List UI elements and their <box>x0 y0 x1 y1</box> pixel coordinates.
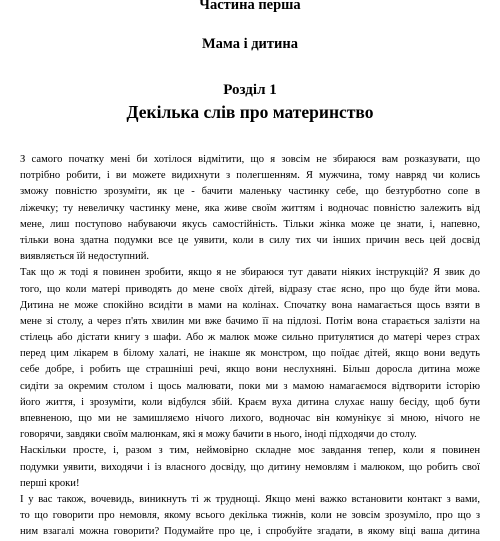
text-line: того, що коли матері приводять до мене своїх дітей, відразу стає ясно, про що буде йти мова. <box>20 283 480 295</box>
text-line: подумки уявити, виходячи і із власного досвіду, що дитину немовлям і малюком, що робить свої <box>20 461 480 473</box>
text-line: його життя, і зрозуміти, коли відбулся збій. Краєм вуха дитина слухає нашу бесіду, щоб бути <box>20 396 480 408</box>
text-line: З самого початку мені би хотілося відмітити, що я зовсім не збираюся вам розказувати, що <box>20 154 480 165</box>
text-line: ліжечку; ту невеличку частинку мене, яка живе своїм життям і водночас повністю залежить від <box>20 202 480 214</box>
text-line: себе добре, і робить ще страшніші речі, якщо вони неслухняні. Більш доросла дитина може <box>20 364 480 376</box>
text-line: І у вас також, вочевидь, виникнуть ті ж труднощі. Якщо мені важко встановити контакт з вами, <box>20 493 480 505</box>
text-line: то що говорити про немовля, якому всього декілька тижнів, коли не зовсім зрозуміло, про що з <box>20 510 480 522</box>
text-line: Наскільки просте, і, разом з тим, неймовірно складне моє завдання тепер, коли я повинен <box>20 445 480 457</box>
text-line: зможу повністю зрозуміти, як це - бачити маленьку частинку себе, що безтурботно сопе в <box>20 186 480 198</box>
text-line: ним взагалі можна говорити? Подумайте про це, і спробуйте згадати, в якому віці ваша дитина <box>20 526 480 538</box>
body-text <box>20 152 480 541</box>
text-line: Так що ж тодi я повинен зробити, якщо я не збираюся тут давати ніяких інструкцій? Я звик до <box>20 267 480 279</box>
text-line: стілець або дістати книгу з шафи. Або ж малюк може сильно притулятися до матері через страх <box>20 332 480 344</box>
text-line: потрібно робити, і ви можете видихнути з полегшенням. Я мужчина, тому навряд чи колись <box>20 170 480 182</box>
text-line: тільки вона здатна подумки все це уявити, коли в силу тих чи інших причин весь цей досвід <box>20 234 480 246</box>
text-line: сидіти за окремим столом і щось малювати, поки ми з мамою намагаємося відтворити історію <box>20 380 480 392</box>
text-line: перші кроки! <box>20 477 80 489</box>
part-title: Частина перша <box>199 0 301 13</box>
text-line: виявляється їй недоступний. <box>20 251 150 263</box>
text-line: говорячи, завдяки своїм малюнкам, які я можу бачити в нього, іноді підходячи до столу. <box>20 429 417 441</box>
text-line: мене зі столу, а через п'ять хвилин ми вже бачимо її на підлозі. Потім вона старається залізти на <box>20 315 480 327</box>
text-line: Дитина не може спокійно всидіти в мами на колінах. Спочатку вона намагається щось взяти в <box>20 299 480 311</box>
text-line: перед цим лікарем в білому халаті, не інакше як монстром, що поїдає дітей, якщо вони ведуть <box>20 348 480 360</box>
book-title: Мама і дитина <box>201 36 298 52</box>
text-line: мене, лиш поступово набуваючи якусь самостійність. Тільки жінка може це знати, і, напевно, <box>20 218 480 230</box>
chapter-title: Декілька слів про материнство <box>126 102 374 122</box>
chapter-number: Розділ 1 <box>223 82 277 98</box>
text-line: впевненою, що ми не замишляємо нічого лихого, водночас він комунікує зі мною, нічого не <box>20 413 480 424</box>
